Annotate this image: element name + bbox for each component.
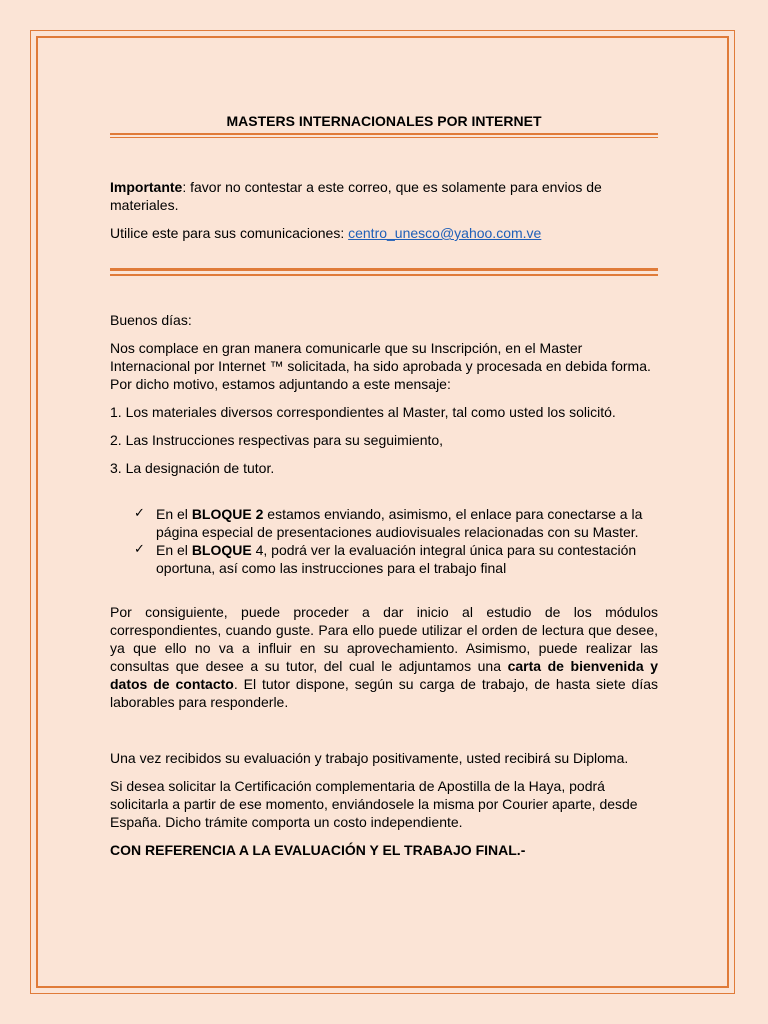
checklist-pre: En el bbox=[156, 506, 192, 522]
title-divider bbox=[110, 133, 658, 138]
checklist-item bbox=[134, 541, 658, 577]
greeting: Buenos días: bbox=[110, 312, 192, 328]
notice-label: Importante bbox=[110, 179, 183, 195]
body-paragraph bbox=[110, 603, 658, 711]
checklist-bold: BLOQUE bbox=[191, 542, 252, 558]
checklist-bold: BLOQUE 2 bbox=[191, 506, 264, 522]
contact-email-link[interactable]: centro_unesco@yahoo.com.ve bbox=[348, 225, 542, 241]
bloque-checklist bbox=[110, 505, 658, 577]
checkmark-icon: ✓ bbox=[134, 506, 145, 521]
section-divider bbox=[110, 268, 658, 273]
apostille-paragraph: Si desea solicitar la Certificación complementaria de Apostilla de la Haya, podrá solicitarla a partir de ese momento, enviándosele la misma por Courier aparte, desde España. Dicho trámite comporta un costo independiente. bbox=[110, 778, 638, 830]
checklist-post: estamos enviando, asimismo, el enlace para conectarse a la página especial de presentaciones audiovisuales relacionadas con su Master. bbox=[156, 506, 643, 540]
body-bold: carta de bienvenida y datos de contacto bbox=[110, 658, 658, 692]
checklist-item bbox=[134, 505, 658, 541]
numbered-item: 1. Los materiales diversos correspondientes al Master, tal como usted los solicitó. bbox=[110, 404, 616, 420]
numbered-item: 3. La designación de tutor. bbox=[110, 460, 275, 476]
contact-prefix: Utilice este para sus comunicaciones: bbox=[110, 225, 349, 241]
checklist-post: 4, podrá ver la evaluación integral única para su contestación oportuna, así como las instrucciones para el trabajo final bbox=[156, 542, 637, 576]
body-post: . El tutor dispone, según su carga de trabajo, de hasta siete días laborables para responderle. bbox=[110, 676, 658, 710]
notice-paragraph bbox=[110, 178, 658, 214]
body-pre: Por consiguiente, puede proceder a dar inicio al estudio de los módulos correspondientes, cuando guste. Para ello puede utilizar el orden de lectura que desee, ya que ello no va a influir en su aprovechamiento. Asimismo, puede realizar las consultas que desee a su tutor, del cual le adjuntamos una bbox=[110, 604, 658, 674]
checklist-pre: En el bbox=[156, 542, 192, 558]
document-title: MASTERS INTERNACIONALES POR INTERNET bbox=[226, 113, 542, 129]
final-heading: CON REFERENCIA A LA EVALUACIÓN Y EL TRABAJO FINAL.- bbox=[110, 842, 526, 858]
numbered-item: 2. Las Instrucciones respectivas para su seguimiento, bbox=[110, 432, 444, 448]
contact-paragraph bbox=[110, 224, 658, 242]
document-body bbox=[110, 112, 658, 859]
notice-text: : favor no contestar a este correo, que es solamente para envios de materiales. bbox=[110, 179, 602, 213]
intro-paragraph: Nos complace en gran manera comunicarle que su Inscripción, en el Master Internacional por Internet ™ solicitada, ha sido aprobada y procesada en debida forma. Por dicho motivo, estamos adjuntando a este mensaje: bbox=[110, 340, 651, 392]
checkmark-icon: ✓ bbox=[134, 542, 145, 557]
diploma-paragraph: Una vez recibidos su evaluación y trabajo positivamente, usted recibirá su Diploma. bbox=[110, 750, 629, 766]
